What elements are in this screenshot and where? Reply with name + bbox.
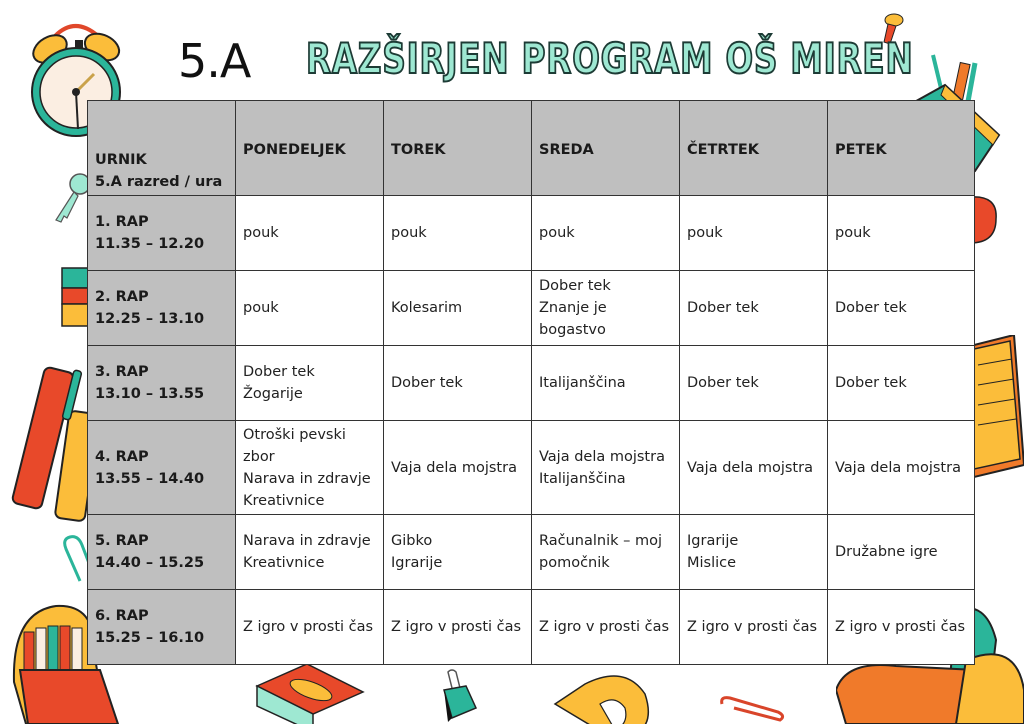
schedule-cell: [532, 515, 680, 590]
activity-line: Dober tek: [687, 375, 759, 391]
activity-line: Igrarije: [391, 555, 443, 571]
schedule-cell: [532, 271, 680, 346]
activity-line: pomočnik: [539, 555, 610, 571]
schedule-cell: [532, 196, 680, 271]
schedule-cell: [680, 590, 828, 665]
activity-line: pouk: [687, 225, 723, 241]
corner-line: URNIK: [95, 152, 147, 168]
activity-line: Z igro v prosti čas: [539, 619, 670, 635]
table-header-row: [88, 101, 975, 196]
period-line: 13.10 – 13.55: [95, 386, 205, 402]
schedule-cell: [828, 590, 975, 665]
schedule-cell: [828, 421, 975, 515]
schedule-cell: [532, 421, 680, 515]
activity-line: Narava in zdravje: [243, 470, 371, 487]
binder-clip-icon: [440, 668, 480, 724]
activity-line: Dober tek: [391, 375, 463, 391]
period-line: 2. RAP: [95, 289, 149, 305]
activity-line: pouk: [539, 225, 575, 241]
period-line: 3. RAP: [95, 364, 149, 380]
activity-line: Dober tek: [835, 300, 907, 316]
schedule-cell: [384, 271, 532, 346]
schedule-cell: [680, 196, 828, 271]
period-header: [88, 590, 236, 665]
period-line: 5. RAP: [95, 533, 149, 549]
activity-line: Znanje je: [539, 300, 607, 316]
table-row: [88, 196, 975, 271]
paperclip-icon: [60, 535, 90, 585]
activity-line: Družabne igre: [835, 544, 938, 560]
table-row: [88, 346, 975, 421]
schedule-cell: [680, 515, 828, 590]
corner-line: 5.A razred / ura: [95, 174, 223, 190]
schedule-cell: [384, 515, 532, 590]
table-row: [88, 271, 975, 346]
page-title: RAZŠIRJEN PROGRAM OŠ MIREN: [306, 34, 914, 83]
paperclip-red-icon: [718, 692, 788, 722]
period-header: [88, 271, 236, 346]
schedule-cell: [384, 421, 532, 515]
schedule-cell: [828, 346, 975, 421]
day-header: TOREK: [384, 101, 532, 196]
schedule-cell: [532, 590, 680, 665]
activity-line: bogastvo: [539, 322, 606, 338]
table-row: [88, 421, 975, 515]
period-line: 1. RAP: [95, 214, 149, 230]
activity-line: pouk: [243, 300, 279, 316]
period-header: [88, 346, 236, 421]
schedule-cell: [236, 196, 384, 271]
activity-line: Mislice: [687, 555, 737, 571]
period-line: 13.55 – 14.40: [95, 470, 205, 487]
day-header: ČETRTEK: [680, 101, 828, 196]
activity-line: Kreativnice: [243, 492, 325, 509]
activity-line: Dober tek: [687, 300, 759, 316]
tissue-box-icon: [255, 662, 365, 724]
period-line: 12.25 – 13.10: [95, 311, 205, 327]
period-header: [88, 196, 236, 271]
highlighter-icon: [10, 362, 90, 522]
period-line: 6. RAP: [95, 608, 149, 624]
activity-line: zbor: [243, 448, 275, 465]
schedule-cell: [680, 346, 828, 421]
period-line: 4. RAP: [95, 448, 149, 465]
activity-line: Italijanščina: [539, 375, 626, 391]
schedule-cell: [828, 515, 975, 590]
schedule-cell: [384, 196, 532, 271]
activity-line: Računalnik – moj: [539, 533, 663, 549]
activity-line: Dober tek: [539, 278, 611, 294]
day-header: PETEK: [828, 101, 975, 196]
schedule-cell: [532, 346, 680, 421]
schedule-cell: [236, 515, 384, 590]
period-line: 15.25 – 16.10: [95, 630, 205, 646]
activity-line: Dober tek: [243, 364, 315, 380]
period-line: 11.35 – 12.20: [95, 236, 205, 252]
period-header: [88, 421, 236, 515]
activity-line: pouk: [835, 225, 871, 241]
activity-line: pouk: [243, 225, 279, 241]
activity-line: Vaja dela mojstra: [391, 459, 517, 476]
table-row: [88, 515, 975, 590]
schedule-cell: [236, 271, 384, 346]
activity-line: Vaja dela mojstra: [539, 448, 665, 465]
activity-line: Vaja dela mojstra: [835, 459, 961, 476]
class-label: 5.A: [178, 34, 251, 88]
activity-line: Otroški pevski: [243, 426, 346, 443]
activity-line: Z igro v prosti čas: [835, 619, 966, 635]
corner-header: [88, 101, 236, 196]
activity-line: Igrarije: [687, 533, 739, 549]
schedule-cell: [236, 421, 384, 515]
schedule-cell: [828, 196, 975, 271]
period-header: [88, 515, 236, 590]
activity-line: Žogarije: [243, 386, 303, 402]
schedule-cell: [236, 346, 384, 421]
day-header: PONEDELJEK: [236, 101, 384, 196]
schedule-cell: [828, 271, 975, 346]
schedule-cell: [680, 421, 828, 515]
table-row: [88, 590, 975, 665]
activity-line: Narava in zdravje: [243, 533, 371, 549]
key-icon: [52, 170, 92, 225]
schedule-cell: [384, 590, 532, 665]
activity-line: Kolesarim: [391, 300, 463, 316]
protractor-icon: [545, 664, 655, 724]
day-header: SREDA: [532, 101, 680, 196]
activity-line: Z igro v prosti čas: [687, 619, 818, 635]
activity-line: pouk: [391, 225, 427, 241]
activity-line: Z igro v prosti čas: [243, 619, 374, 635]
schedule-cell: [236, 590, 384, 665]
activity-line: Kreativnice: [243, 555, 325, 571]
activity-line: Z igro v prosti čas: [391, 619, 522, 635]
schedule-cell: [680, 271, 828, 346]
activity-line: Italijanščina: [539, 470, 626, 487]
activity-line: Vaja dela mojstra: [687, 459, 813, 476]
schedule-table: [87, 100, 975, 665]
schedule-cell: [384, 346, 532, 421]
activity-line: Gibko: [391, 533, 433, 549]
activity-line: Dober tek: [835, 375, 907, 391]
notepad-icon: [974, 335, 1024, 480]
period-line: 14.40 – 15.25: [95, 555, 205, 571]
